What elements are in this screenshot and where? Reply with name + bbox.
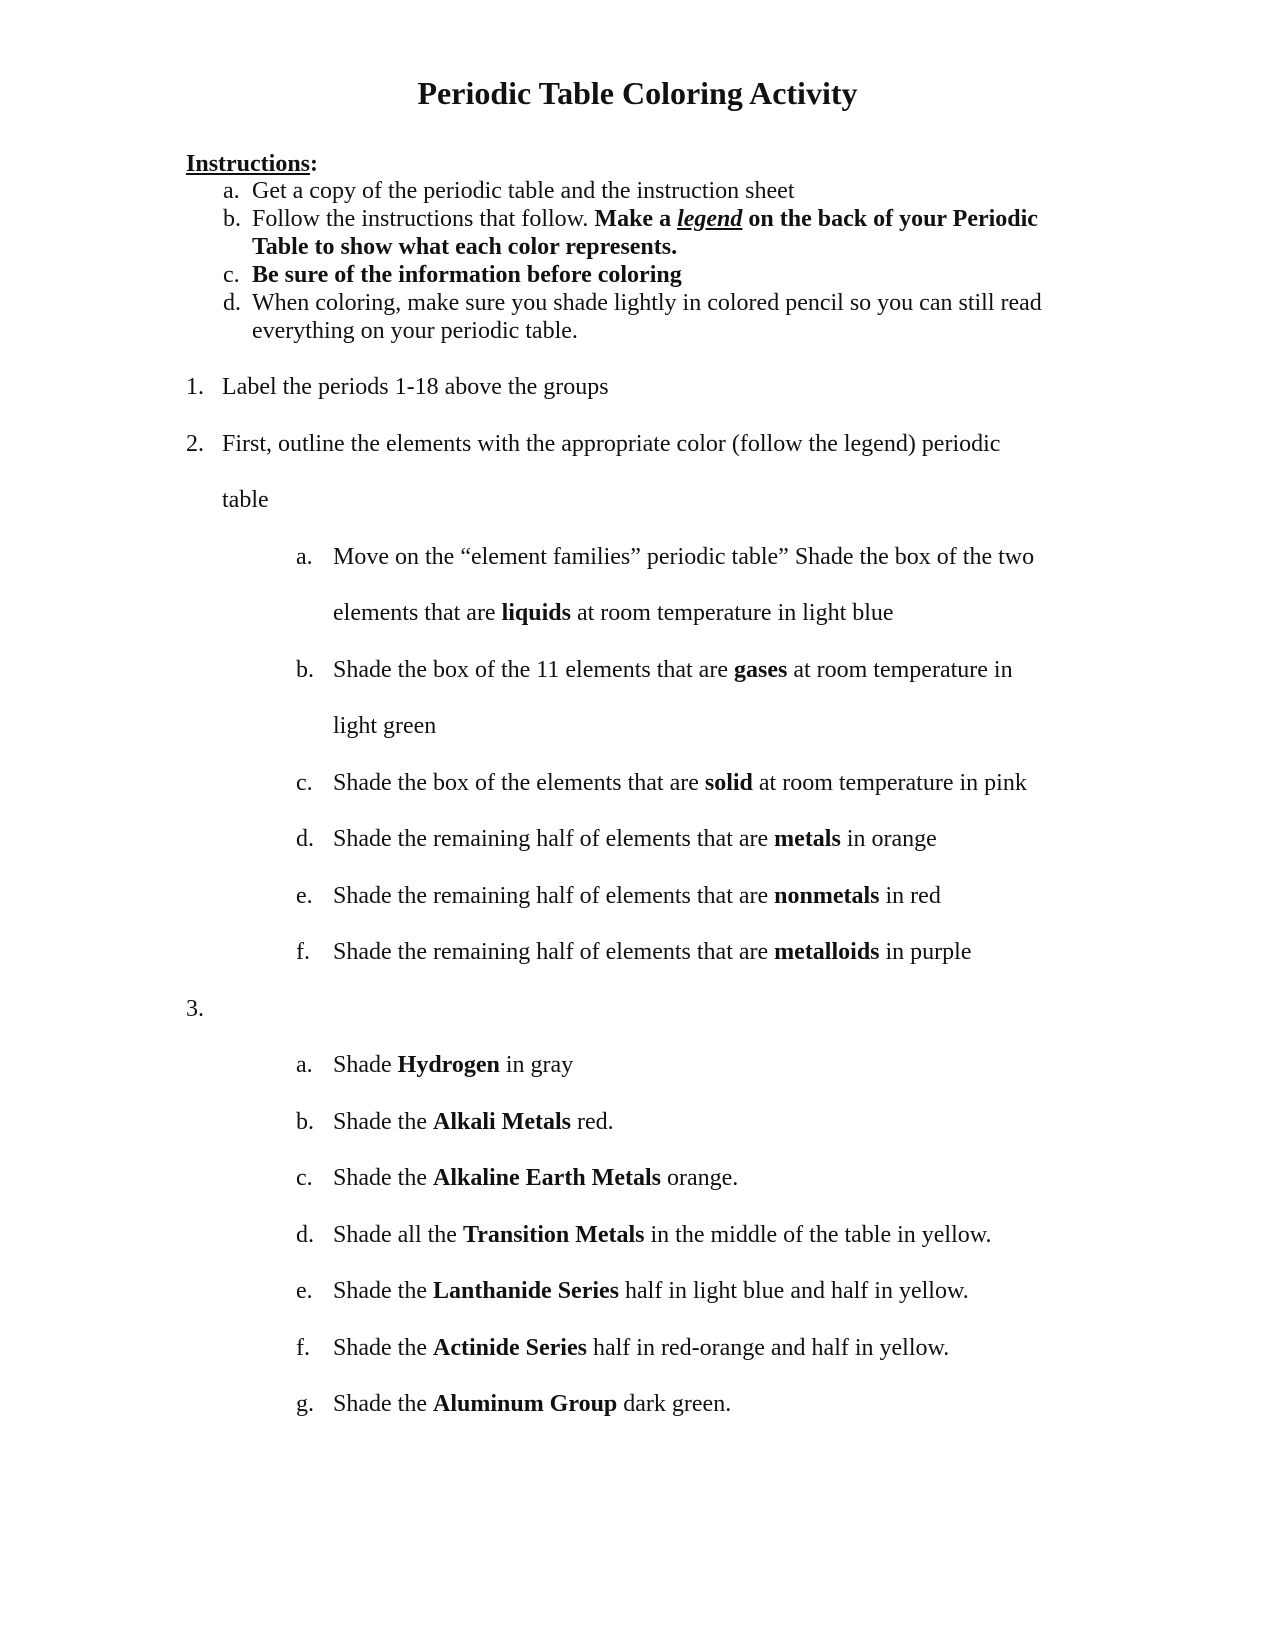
instruction-bold: on the back of your Periodic [742,206,1038,232]
sub-plain: Shade the remaining half of elements that are [333,939,775,965]
sub-text [333,882,941,910]
sub-plain: Shade the [333,1278,433,1304]
sub-marker: d. [296,826,314,852]
sub-bold: Alkaline Earth Metals [432,1165,661,1191]
instructions-heading-text: Instructions [186,151,311,177]
sub-plain: Shade [333,1052,398,1078]
sub-plain: Shade the box of the 11 elements that are [333,657,734,683]
sub-marker: b. [296,1109,314,1135]
sub-bold: Aluminum Group [432,1391,618,1417]
sub-marker: a. [296,544,313,570]
sub-plain: in red [879,883,941,909]
sub-bold: Alkali Metals [432,1109,571,1135]
sub-bold: gases [733,657,788,683]
sub-text [333,825,937,853]
sub-text [333,1390,731,1418]
sub-plain: Shade the [333,1335,433,1361]
sub-text-continued [333,599,894,627]
sub-plain: half in red-orange and half in yellow. [586,1335,950,1361]
sub-marker: c. [296,1165,313,1191]
instruction-marker: b. [223,206,241,232]
sub-bold: Actinide Series [432,1335,587,1361]
sub-plain: Shade the [333,1109,433,1135]
sub-plain: in gray [499,1052,574,1078]
sub-text [333,1164,738,1192]
sub-text [333,938,971,966]
step-text: First, outline the elements with the appropriate color (follow the legend) periodic [222,431,1001,457]
sub-plain: in orange [840,826,937,852]
sub-plain: orange. [660,1165,739,1191]
sub-plain: red. [570,1109,614,1135]
sub-bold: nonmetals [774,883,880,909]
sub-bold: metals [774,826,841,852]
instruction-bold: Make a [594,206,678,232]
instruction-text-continued: Table to show what each color represents. [252,234,678,260]
sub-bold: metalloids [774,939,880,965]
sub-text: Move on the “element families” periodic table” Shade the box of the two [333,544,1035,570]
sub-text [333,1221,992,1249]
instructions-heading-colon: : [310,151,319,177]
sub-plain: at room temperature in light blue [570,600,894,626]
sub-text [333,769,1027,797]
step-marker: 2. [186,431,204,457]
sub-marker: a. [296,1052,313,1078]
sub-plain: in purple [879,939,972,965]
step-text: Label the periods 1-18 above the groups [222,374,609,400]
sub-marker: g. [296,1391,314,1417]
sub-marker: b. [296,657,314,683]
sub-bold: Transition Metals [462,1222,645,1248]
instruction-text: Get a copy of the periodic table and the instruction sheet [252,178,795,204]
sub-bold: Lanthanide Series [432,1278,620,1304]
sub-marker: d. [296,1222,314,1248]
sub-text [333,656,1013,684]
sub-plain: half in light blue and half in yellow. [619,1278,969,1304]
sub-plain: in the middle of the table in yellow. [644,1222,992,1248]
sub-plain: Shade the [333,1165,433,1191]
sub-text-continued: light green [333,713,437,739]
step-text-continued: table [222,487,269,513]
sub-plain: at room temperature in [787,657,1013,683]
sub-bold: liquids [501,600,571,626]
sub-plain: Shade all the [333,1222,463,1248]
step-marker: 1. [186,374,204,400]
sub-plain: Shade the remaining half of elements that are [333,826,775,852]
instruction-marker: d. [223,290,241,316]
sub-text [333,1051,573,1079]
instructions-heading [186,150,318,178]
sub-plain: Shade the box of the elements that are [333,770,705,796]
instruction-text: When coloring, make sure you shade lightly in colored pencil so you can still read [252,290,1042,316]
step-marker: 3. [186,996,204,1022]
sub-marker: e. [296,883,313,909]
sub-text [333,1334,949,1362]
instruction-text-continued: everything on your periodic table. [252,318,578,344]
instruction-marker: c. [223,262,240,288]
sub-marker: f. [296,1335,310,1361]
sub-plain: dark green. [617,1391,732,1417]
instruction-text: Be sure of the information before coloring [252,262,682,288]
instruction-marker: a. [223,178,240,204]
sub-bold: solid [704,770,753,796]
instruction-text [252,205,1038,233]
sub-text [333,1108,614,1136]
sub-marker: f. [296,939,310,965]
instruction-plain: Follow the instructions that follow. [252,206,595,232]
sub-plain: Shade the [333,1391,433,1417]
sub-plain: elements that are [333,600,502,626]
sub-marker: c. [296,770,313,796]
sub-plain: Shade the remaining half of elements that are [333,883,775,909]
sub-plain: at room temperature in pink [752,770,1027,796]
instruction-legend-emphasis: legend [677,206,743,232]
sub-bold: Hydrogen [397,1052,500,1078]
sub-text [333,1277,969,1305]
sub-marker: e. [296,1278,313,1304]
page-title: Periodic Table Coloring Activity [417,75,858,111]
